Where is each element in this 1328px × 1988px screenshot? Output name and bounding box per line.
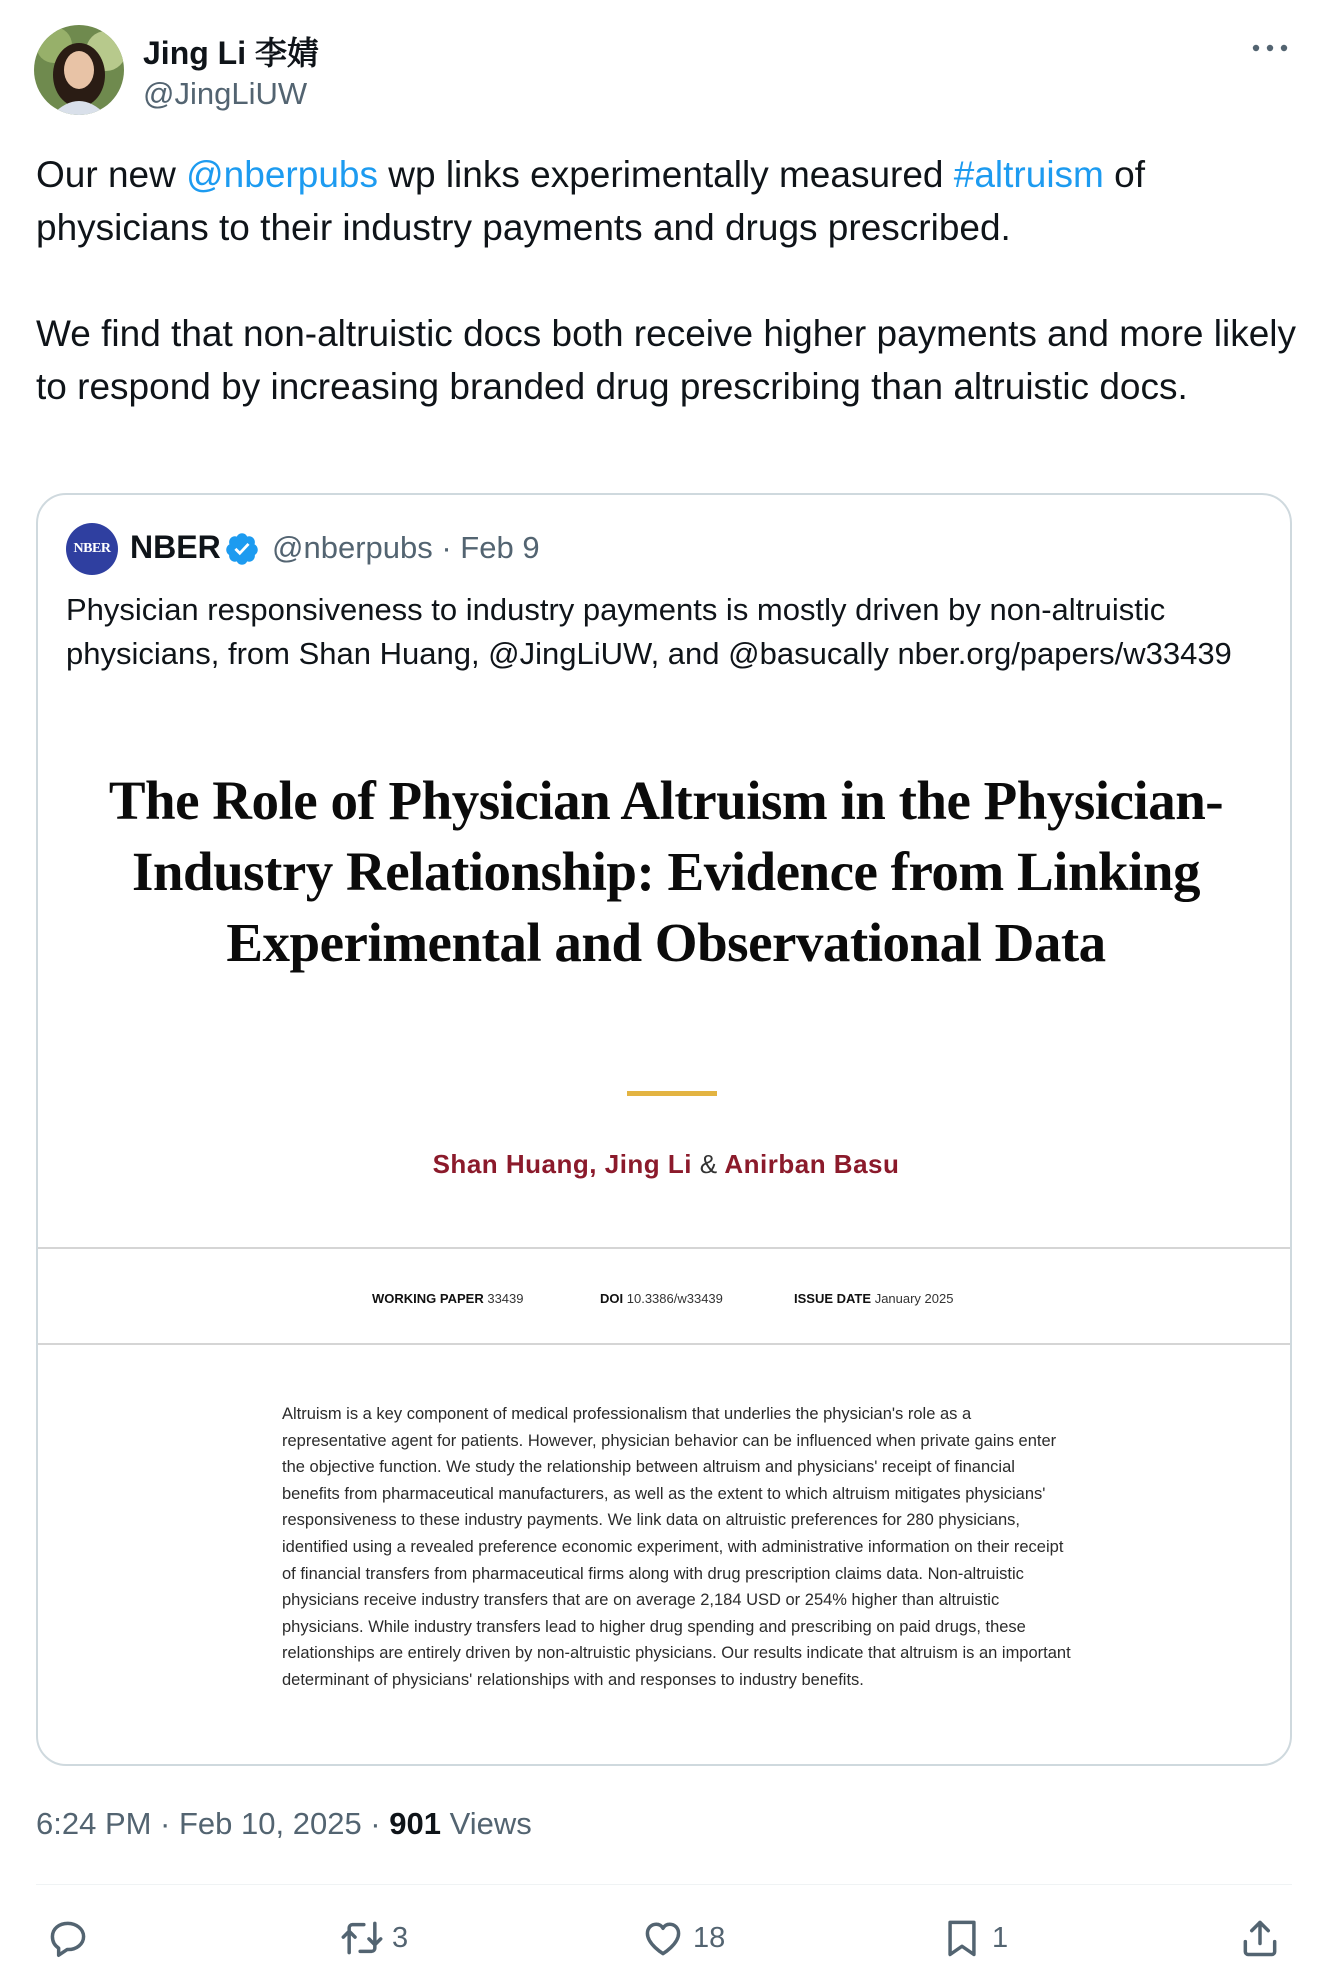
like-count: 18 xyxy=(693,1921,726,1954)
bookmark-button[interactable] xyxy=(940,1914,1008,1962)
bookmark-count: 1 xyxy=(992,1921,1009,1954)
retweet-icon xyxy=(340,1916,384,1960)
like-button[interactable] xyxy=(641,1914,725,1962)
mention-link[interactable]: @nberpubs xyxy=(186,154,378,195)
verified-icon xyxy=(224,531,260,567)
reply-button[interactable] xyxy=(46,1914,98,1962)
tweet-paragraph-1: Our new @nberpubs wp links experimentally measured #altruism of physicians to their industry payments and drugs prescribed. xyxy=(36,154,1146,248)
timestamp[interactable]: 6:24 PM · Feb 10, 2025 · xyxy=(36,1806,390,1841)
bookmark-icon xyxy=(940,1916,984,1960)
paper-authors: Shan Huang, Jing Li & Anirban Basu xyxy=(432,1149,900,1179)
share-icon xyxy=(1238,1916,1282,1960)
paper-preview-image xyxy=(38,765,1292,1766)
share-button[interactable] xyxy=(1238,1914,1282,1962)
tweet-paragraph-2: We find that non-altruistic docs both receive higher payments and more likely to respond by increasing branded drug prescribing than altruistic docs. xyxy=(36,313,1297,407)
author-name[interactable]: Jing Li 李婧 xyxy=(143,35,320,71)
quoted-tweet-card[interactable] xyxy=(36,493,1292,1766)
retweet-button[interactable] xyxy=(340,1914,408,1962)
doi: DOI 10.3386/w33439 xyxy=(600,1291,723,1306)
issue-date: ISSUE DATE January 2025 xyxy=(794,1291,954,1306)
views-count: 901 xyxy=(389,1806,441,1841)
hashtag-link[interactable]: #altruism xyxy=(953,154,1104,195)
like-icon xyxy=(641,1916,685,1960)
working-paper-number: WORKING PAPER 33439 xyxy=(372,1291,524,1306)
title-divider xyxy=(627,1091,717,1096)
nber-logo: NBER xyxy=(66,523,118,575)
paper-abstract: Altruism is a key component of medical professionalism that underlies the physician's role as a representative agent for patients. However, physician behavior can be influenced when private gains enter the objective function. We study the relationship between altruism and physicians' receipt of financial benefits from pharmaceutical manufacturers, as well as the extent to which altruism mitigates physicians' responsiveness to these industry payments. We link data on altruistic preferences for 280 physicians, identified using a revealed preference economic experiment, with administrative information on their receipt of financial transfers from pharmaceutical firms along with drug prescription claims data. Non-altruistic physicians receive industry transfers that are on average 2,184 USD or 254% higher than altruistic physicians. While industry transfers lead to higher drug spending and prescribing on paid drugs, these relationships are entirely driven by non-altruistic physicians. Our results indicate that altruism is an important determinant of physicians' relationships with and responses to industry benefits. xyxy=(282,1405,1071,1689)
more-icon[interactable] xyxy=(1250,40,1290,56)
reply-icon xyxy=(46,1916,90,1960)
paper-title: The Role of Physician Altruism in the Physician-Industry Relationship: Evidence from Linking Experimental and Observational Data xyxy=(108,770,1224,973)
quoted-author-name[interactable]: NBER xyxy=(130,529,221,565)
paper-meta-band xyxy=(38,1247,1292,1345)
author-handle[interactable]: @JingLiUW xyxy=(143,76,308,111)
avatar[interactable] xyxy=(34,25,124,115)
divider xyxy=(36,1884,1292,1885)
retweet-count: 3 xyxy=(392,1921,409,1954)
quoted-handle-date[interactable]: @nberpubs · Feb 9 xyxy=(272,530,540,565)
quoted-tweet-text: Physician responsiveness to industry payments is mostly driven by non-altruistic physicians, from Shan Huang, @JingLiUW, and @basucally nber.org/papers/w33439 xyxy=(66,592,1232,671)
timestamp-views: 6:24 PM · Feb 10, 2025 · 901 Views xyxy=(36,1806,532,1841)
tweet-text xyxy=(36,148,1306,413)
